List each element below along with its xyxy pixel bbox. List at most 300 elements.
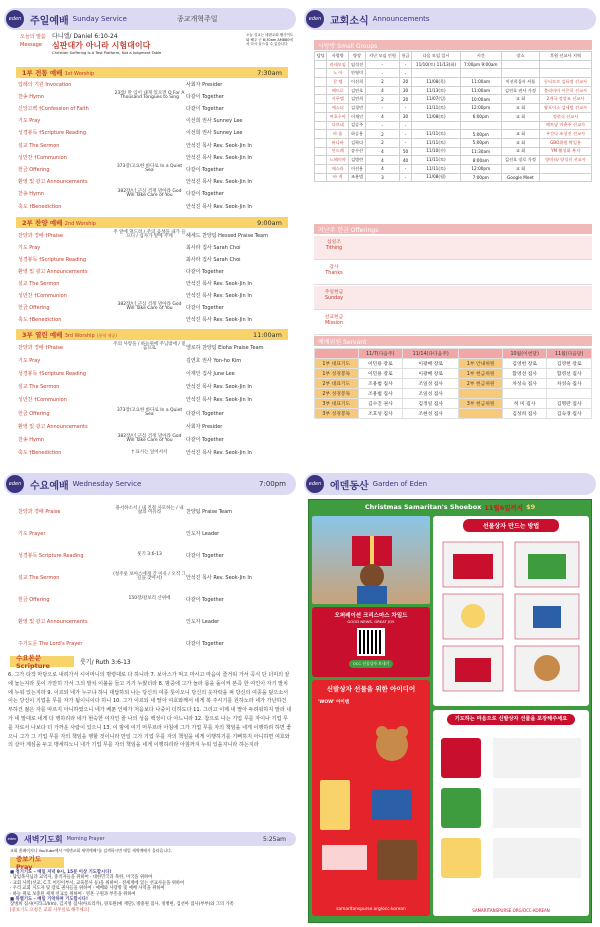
idea-title: 신발상자 선물을 위한 아이디어 [326,685,416,693]
order-item: 찬송 Hymn [18,436,45,443]
child-photo-illustration [312,516,430,604]
offerings-label: 지난주 헌금 Offerings [314,224,592,234]
verse-ref: 다니엘/ Daniel 6:10-24 [52,33,118,40]
order-leader: 안석진 목사 Rev. Seok-Jin In [186,397,252,404]
table-cell: 11/13(토) [412,86,460,95]
small-groups-label: 사랑방 Small Groups [314,40,592,50]
table-cell: 교 회 [501,138,539,147]
table-cell: 2부 대표기도 [315,379,359,389]
table-cell: 김명란 집사 [547,399,592,409]
order-row [18,128,286,138]
scripture-text: 6. 그가 타작 마당으로 내려가서 시어머니의 명령대로 다 하니라 7. 보아스가 먹고 마시고 마음이 즐거워 가서 곡식 단 더미의 끝에 눕는지라 룻이 가만히 가서 그의 발치 이불을 들고 거기 누웠더라 8. 밤중에 그가 놀라 몸을 돌이켜 본즉 한 여인이 자기 발치에 누워 있는지라 9. 이르되 네가 누구냐 하니 대답하되 나는 당신의 여종 룻이오니 당신의 옷자락을 펴 당신의 여종을 덮으소서 이는 당신이 기업을 무를 자가 됨이니이다 하니 10. 그가 이르되 내 딸아 여호와께서 네게 복 주시기를 원하노라 네가 가난하건 부하건 젊은 자를 따르지 아니하였으니 네가 베푼 인애가 처음보다 나중이 더하도다 11. 그리고 이제 내 딸아 두려워하지 말라 내가 네 말대로 네게 다 행하리라 네가 현숙한 여자인 줄 나의 성읍 백성이 다 아느니라 12. 참으로 나는 기업 무를 자이나 기업 무를 자로서 나보다 더 가까운 사람이 있으니 13. 이 밤에 여기 머무르라 아침에 그가 기업 무를 자의 책임을 네게 이행하려 하면 좋으니 그가 그 기업 무를 자의 책임을 행할 것이니라 만일 그가 기업 무를 자의 책임을 네게 이행하기를 기뻐하지 아니하면 여호와의 살아 계심을 두고 맹세하노니 내가 기업 무를 자의 책임을 네게 이행하리라 아침까지 누워 있을지니라 하는지라 [8,672,292,749]
prayer-label: 중보기도 Pray [16,855,42,871]
order-item: 신앙고백 †Confession of Faith [18,105,89,112]
table-cell: 사무엘 [327,95,349,104]
order-item: 환영 및 광고 Announcements [18,268,88,275]
order-item: 기도 Pray [18,357,41,364]
column-header [459,349,503,359]
website: samaritanspurse.org/occ-korean [336,907,406,912]
table-row [315,399,592,409]
order-item: 성경봉독 †Scripture Reading [18,256,86,263]
table-cell [540,60,592,69]
table-row [315,130,592,139]
offering-label [314,240,354,252]
replay-note: 오늘 설교는 에덴교회 웹사이트와 해주 근 8:30am AM880에서 다시 들으실 수 있습니다 [246,33,294,46]
table-row [315,173,592,182]
table-cell: 3 [366,173,400,182]
worship3-en: 3rd Worship [64,333,95,339]
order-row [18,408,286,418]
table-row [315,95,592,104]
qr-sub: GOOD NEWS. GREAT JOY. [347,619,395,624]
dawn-header [4,832,296,846]
order-item: 성만찬 †Communion [18,154,67,161]
order-detail: 용서하소서 / 내 진정 사모하는 / 내 삶의 이유라 [115,506,184,515]
offering-en: Thanks [325,271,343,276]
table-cell: 김영헌 장로 [502,359,547,369]
offering-ko: 주일헌금 [324,290,344,295]
sunday-title: 주일예배 [30,15,69,27]
eden-header [304,473,596,495]
prayer-line: · 우리 교회 지도자 및 장로 권사들을 위하여 · 예배와 사랑방 및 예배 사역을 위하여 [10,886,165,892]
reform-label: 종교개혁주일 [176,15,218,23]
prayer-block [10,870,294,913]
order-row [18,355,286,365]
table-cell: 바나바 [327,138,349,147]
table-cell: 5:00pm [460,130,501,139]
order-row [18,177,286,187]
table-cell: Google Meet [501,173,539,182]
table-cell: 4 [366,147,400,156]
order-row [18,230,286,240]
table-cell: 11/10(토) 11/13(화) [412,60,460,69]
table-cell: 베트남 이춘주 선교사 [540,121,592,130]
sunday-subtitle: Sunday Service [72,15,127,23]
table-cell: 김선호 장로 가정 [501,156,539,165]
table-cell: 교 회 [501,164,539,173]
pack-title: 기도하는 마음으로 신발상자 선물을 포장해주세요 [447,714,575,725]
order-leader: 찬양팀 Praise Team [186,508,233,515]
order-item: 축도 †Benediction [18,450,62,457]
qr-caption: OCC 선물상자 보내기 [349,660,393,668]
offering-row [314,286,592,310]
order-item: 찬양과 경배 †Praise [18,344,63,351]
order-row [18,140,286,150]
prayer-line: · 담임목사님과 교역자, 중직자들을 위하여 · 대한민국과 북한, 미국을 위하여 [10,875,153,881]
order-detail: 373장/고요한 바다로 In a Quiet Sea [116,164,183,174]
scripture-bar [10,654,74,670]
table-cell: 11/08(토) [412,112,460,121]
table-cell: - [366,121,400,130]
order-row [18,164,286,174]
how-card [433,516,589,706]
order-row [18,242,286,252]
table-cell: 에스라 [327,164,349,173]
prayer-line: ■ 특별기도 – 매일 기억하며 기도합시다! [10,897,88,903]
table-cell: 4 [366,86,400,95]
scripture-ref: 룻기/ Ruth 3:6-13 [80,659,131,666]
scripture-label: 수요본문 Scripture [16,654,50,670]
table-cell: 2 [366,95,400,104]
table-cell [501,60,539,69]
qr-title: 오퍼레이션 크리스마스 차일드 [334,613,408,619]
eden-logo-icon: eden [306,10,324,28]
table-cell: - [399,130,411,139]
worship2-title: 2부 찬양 예배 [22,219,63,227]
table-cell: - [366,60,400,69]
table-cell: 교 회 [501,104,539,113]
order-row [18,591,286,607]
order-item: 설교 The Sermon [18,280,60,287]
table-cell: 바 게 [327,173,349,182]
order-leader: 다같이 Together [186,191,224,198]
table-cell [315,60,327,69]
table-cell [315,95,327,104]
table-cell: 이민용 장로 [358,359,403,369]
table-cell [459,389,503,399]
table-cell: 이광배 장로 [403,369,459,379]
table-cell: - [399,121,411,130]
table-row [315,164,592,173]
table-cell [315,78,327,87]
column-header: 11/7(다음주) [358,349,403,359]
offering-label [314,265,354,277]
worship1-en: 1st Worship [64,71,95,77]
order-leader: 헤세드 찬양팀 Hessed Praise Team [186,232,268,239]
order-leader: 인도자 Leader [186,618,220,625]
order-item: 찬송 Hymn [18,191,45,198]
how-steps-illustration [433,534,589,704]
column-header: 방장 [349,52,366,61]
shoebox-price: $9 [526,503,536,511]
order-row [18,342,286,352]
order-row [18,116,286,126]
order-row [18,278,286,288]
table-cell: 교 회 [501,95,539,104]
table-cell: 이선희 [349,78,366,87]
table-cell: 조일성 집사 [403,379,459,389]
order-row [18,79,286,89]
servant-table [314,348,592,419]
order-row [18,613,286,629]
table-cell: - [366,104,400,113]
table-row [315,78,592,87]
table-cell: 갈 렙 [327,78,349,87]
table-cell: 안영미 [349,69,366,78]
offering-en: Mission [325,321,343,326]
order-item: 찬양과 경배 Praise [18,508,61,515]
table-cell: 양미라/ 양성진 선교사 [540,156,592,165]
order-item: 성경봉독 †Scripture Reading [18,130,86,137]
table-cell [501,121,539,130]
column-header: 11월(다음달) [547,349,592,359]
table-cell: 송수산 [349,147,366,156]
table-row [315,147,592,156]
order-leader: 안석진 목사 Rev. Seok-Jin In [186,154,252,161]
worship3-title: 3부 열린 예배 [22,331,63,339]
order-leader: 이재인 집사 June Lee [186,370,235,377]
table-cell: 30 [399,112,411,121]
table-cell: 3부 성경봉독 [315,409,359,419]
column-header: 사랑방 [327,52,349,61]
table-cell [315,138,327,147]
order-item: 입례의 기원 Invocation [18,81,72,88]
table-cell: 다브네 [327,121,349,130]
order-row [18,635,286,651]
order-leader: 다같이 Together [186,166,224,173]
order-row [18,152,286,162]
table-cell: 이재인 [349,112,366,121]
sermon-title-en: Christian Suffering Is A Test Platform, Not a Judgment Table [52,51,162,55]
ann-title: 교회소식 [330,15,369,27]
table-cell: 11/11(토) [412,156,460,165]
wow-label: 'WOW' 아이템 [318,700,350,705]
order-leader: 안석진 목사 Rev. Seok-Jin In [186,450,252,457]
order-leader: 다같이 Together [186,93,224,100]
order-detail: 주 앞에 엎드려 / 주의 음성을 내가 들으니 / 십자가 앞에 주께 [113,230,186,239]
table-cell: 1부 대표기도 [315,359,359,369]
small-groups-table [314,51,592,182]
order-detail: 382장/너 근심 걱정 말아라 God Will Take Care of You [117,302,182,311]
order-item: 축도 †Benediction [18,203,62,210]
table-cell [460,121,501,130]
prayer-line: 장병희 집사(이라크/Irm), 김지영 집사(아프리카), 양호원(예 재단), 방충원 집사, 정병현, 김선아 집사(부부)와 그의 가족 [10,902,234,908]
dawn-title: 새벽기도회 [24,834,63,844]
order-detail: 373장/고요한 바다로 In a Quiet Sea [116,408,183,417]
worship2-en: 2nd Worship [64,221,96,227]
wed-time: 7:00pm [259,480,286,488]
eden-logo-icon: eden [6,475,24,493]
table-cell: 교 회 [501,130,539,139]
order-leader: 사회자 Presider [186,423,223,430]
table-cell: 7:00pm 9:00am [460,60,501,69]
table-cell: 4 [366,156,400,165]
order-row [18,382,286,392]
table-cell: 정현식 선교사 [540,112,592,121]
table-cell: 조호성 집사 [358,409,403,419]
table-cell: 김승주 [349,121,366,130]
table-cell: 1부 성경봉독 [315,369,359,379]
order-leader: 다같이 Together [186,596,224,603]
order-row [18,201,286,211]
offering-ko: 십일조 [327,240,341,245]
table-cell [315,104,327,113]
table-cell: 교 회 [501,147,539,156]
table-cell: 김정일 집사 [403,399,459,409]
offerings-block [314,236,592,336]
table-cell: 왕포이스 김세범 선교사 [540,104,592,113]
eden-logo-icon: eden [6,833,18,845]
column-header: 헌금 [399,52,411,61]
order-leader: 안석진 목사 Rev. Seok-Jin In [186,179,252,186]
order-leader: 안석진 목사 Rev. Seok-Jin In [186,574,252,581]
order-item: 주기도문 The Lord's Prayer [18,640,83,647]
order-row [18,448,286,458]
table-cell: 이선희집사 셔틀 [501,78,539,87]
table-cell: 2부 성경봉독 [315,389,359,399]
offering-row [314,311,592,335]
worship1-time: 7:30am [257,68,282,77]
order-item: 환영 및 광고 Announcements [18,618,88,625]
wednesday-header [4,473,296,495]
order-leader: 다같이 Together [186,268,224,275]
prayer-line: · 하늘 위로 보충된 세계 선교를 위하여 · 영혼 구원과 부흥을 위하여 [10,891,136,897]
order-detail: 150장/갈보리 산위에 [128,596,171,601]
offering-en: Tithing [325,246,343,251]
table-cell: 2 [366,138,400,147]
table-cell: 에스더 [327,104,349,113]
table-cell: 여호수아 [327,112,349,121]
order-item: 찬양과 경배 †Praise [18,232,63,239]
order-leader: 엘로하 찬양팀 Eloha Praise Team [186,344,264,351]
table-cell: 함영선 집사 [502,369,547,379]
order-leader: 인도자 Leader [186,530,220,537]
order-row [18,103,286,113]
table-cell: 11/11(토) [412,138,460,147]
table-cell: 김연희 [349,95,366,104]
pack-card [433,710,589,916]
table-cell: 11/11(토) [412,104,460,113]
order-item: 환영 및 광고 Announcements [18,423,88,430]
table-cell: 차성숙 집사 [547,379,592,389]
table-row [315,121,592,130]
table-cell: 7:00pm [460,173,501,182]
announcements-header [304,8,596,30]
table-cell [315,86,327,95]
eden-panel [300,463,600,927]
order-item: 축도 †Benediction [18,316,62,323]
table-row [315,60,592,69]
table-cell: 김연호 권사 가정 [501,86,539,95]
order-leader: 다같이 Together [186,436,224,443]
column-header: 시간 [460,52,501,61]
table-row [315,156,592,165]
table-cell: 김병란 [349,156,366,165]
table-cell: 김연호 [349,86,366,95]
order-leader: 최사라 집사 Sarah Choi [186,244,241,251]
table-cell [315,164,327,173]
table-cell: 차성숙 집사 [502,379,547,389]
table-cell: 조용범 [349,173,366,182]
sunday-service-panel [0,0,300,463]
order-row [18,569,286,585]
announcements-panel [300,0,600,463]
table-cell: 임석진 [349,60,366,69]
table-cell: 20 [399,78,411,87]
table-cell: 5:00pm [460,138,501,147]
table-cell: 11/08(목) [412,78,460,87]
message-block [20,33,294,63]
offering-label [314,290,354,302]
footer-url: SAMARITANSPURSE.ORG/OCC-KOREAN [472,908,550,913]
order-item: 성만찬 †Communion [18,292,67,299]
order-leader: 안석진 목사 Rev. Seok-Jin In [186,316,252,323]
order-detail: 382장/너 근심 걱정 말아라 God Will Take Care of You [117,434,182,444]
order-item: 기도 Prayer [18,530,46,537]
table-cell: - [399,164,411,173]
table-cell: 안드레 [327,147,349,156]
order-detail: † 표시는 일어서서 [131,449,168,455]
order-leader: 이선희 권사 Sunney Lee [186,130,243,137]
order-detail: 룻기 3:6-13 [137,552,162,557]
column-header: 다음 모임 일시 [412,52,460,61]
table-cell: - [399,60,411,69]
table-cell: - [366,69,400,78]
order-row [18,266,286,276]
order-row [18,314,286,324]
table-cell: 11:30am [460,147,501,156]
table-cell: 12:00pm [460,104,501,113]
table-cell: 김성희 집사 [502,409,547,419]
order-item: 헌금 Offering [18,166,50,173]
order-row [18,421,286,431]
table-cell: GBO위원 박일용 [540,138,592,147]
table-cell: 조용범 집사 [358,389,403,399]
table-cell: 동티모르 김표정 선교사 [540,78,592,87]
offering-label [314,315,354,327]
order-row [18,91,286,101]
order-leader: 이선희 권사 Sunney Lee [186,118,243,125]
table-cell: 조용범 집사 [358,379,403,389]
table-cell [315,69,327,78]
table-cell: 바 울 [327,130,349,139]
order-row [18,189,286,199]
gift-items-illustration [312,720,430,910]
column-header: 담당 [315,52,327,61]
table-cell: 10:00am [460,95,501,104]
dawn-time: 5:25am [263,835,286,843]
offering-en: Sunday [325,296,343,301]
offering-row [314,236,592,260]
table-cell: 김영헌 장로 [547,359,592,369]
table-cell: 1부 안내위원 [459,359,503,369]
table-cell: - [399,104,411,113]
worship2-time: 9:00am [257,218,282,227]
wed-title: 수요예배 [30,480,69,492]
table-cell [540,69,592,78]
wednesday-panel [0,463,300,927]
order-item: 환영 및 광고 Announcements [18,179,88,186]
order-detail: (청주룻 보아스에게 간 이유 / 오직 그 길을 찾아서) [113,572,186,581]
table-cell: 허 미 집사 [502,399,547,409]
order-leader: 안석진 목사 Rev. Seok-Jin In [186,203,252,210]
order-leader: 최사라 집사 Sarah Choi [186,256,241,263]
table-cell: 4 [366,164,400,173]
idea-card [312,680,430,916]
worship3-extra: (통역 제공) [97,333,117,338]
order-leader: 사회자 Presider [186,81,223,88]
dawn-en: Morning Prayer [66,836,105,842]
table-cell [547,389,592,399]
offering-row [314,261,592,285]
table-cell: 노 아 [327,69,349,78]
table-cell: 2개국 정상조 선교사 [540,95,592,104]
order-leader: 안석진 목사 Rev. Seok-Jin In [186,142,252,149]
table-row [315,112,592,121]
order-row [18,434,286,444]
table-cell [315,156,327,165]
table-cell: 이민용 장로 [358,369,403,379]
prayer-line: · 교회 사역(선교, C.T. 어린이부서, 교육봉사 등)을 위하여 · 전세계에 있는 선교사들을 위하여 [10,880,185,886]
table-cell [315,121,327,130]
pack-steps-illustration [433,732,589,902]
order-leader: 안석진 목사 Rev. Seok-Jin In [186,292,252,299]
table-cell: 11/10(수) [412,147,460,156]
wed-subtitle: Wednesday Service [72,480,142,488]
sunday-header [4,8,296,30]
table-cell: - [399,173,411,182]
table-cell: 3부 헌금위원 [459,399,503,409]
